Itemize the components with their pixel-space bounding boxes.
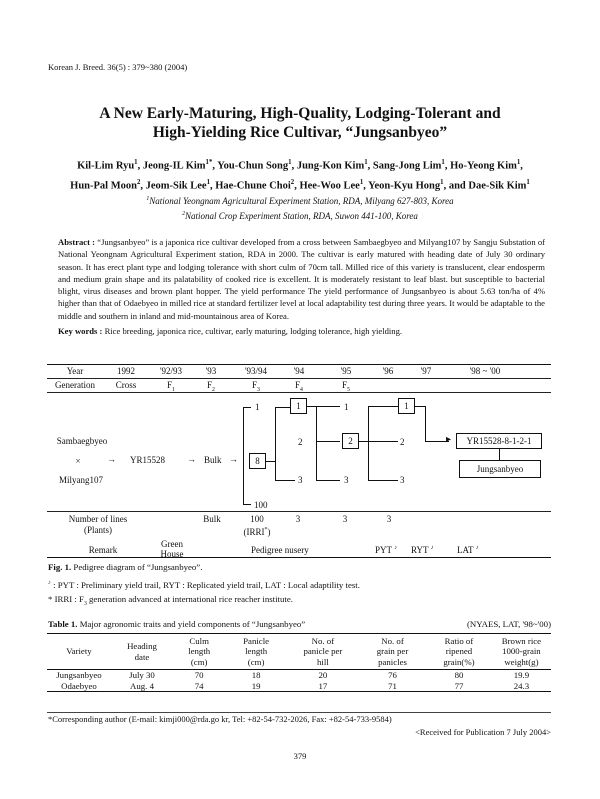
f4-bracket-bottom: [275, 480, 295, 481]
year-cell: '96: [382, 366, 394, 376]
arrow-icon: →: [107, 454, 116, 464]
table-header-cell: Brown rice 1000-grain weight(g): [501, 635, 542, 667]
author-affiliation-mark: 1: [206, 178, 210, 186]
generation-cell: $F_4$: [295, 380, 303, 393]
parent-sambaegbyeo: Sambaegbyeo: [56, 436, 108, 446]
f5-to-f6-connector: [359, 441, 368, 442]
f3-to-f4-connector: [266, 461, 275, 462]
figure-note-trials: ♪ : PYT : Preliminary yield trail, RYT : Replicated yield trail, LAT : Local adaptility test.: [48, 580, 360, 590]
f4-bracket-line: [275, 407, 276, 480]
f5-bracket-bottom: [316, 480, 340, 481]
f6-line-3: 3: [400, 475, 405, 485]
f4-bracket-top: [275, 407, 290, 408]
diagram-bottom-rule: [47, 511, 551, 512]
f3-line-last: 100: [254, 500, 268, 510]
traits-table: [47, 633, 551, 692]
f3-line-first: 1: [255, 402, 260, 412]
year-cell: 1992: [117, 366, 135, 376]
year-cell: '97: [420, 366, 432, 376]
arrow-icon: →: [187, 454, 196, 464]
remark-greenhouse: Green House: [160, 539, 184, 559]
abstract: [58, 236, 545, 322]
abstract-label: Abstract :: [58, 237, 96, 247]
affiliation-2: $^2$National Crop Experiment Station, RDA, Suwon 441-100, Korea: [182, 211, 418, 221]
bulk-label: Bulk: [204, 455, 222, 465]
table-header-cell: Culm length (cm): [188, 635, 211, 667]
author-list: Kil-Lim Ryu$^1$, Jeong-IL Kim$^{1*}$, You-Chun Song$^1$, Jung-Kon Kim$^1$, Sang-Jong Lim$^1$, Ho-Yeong Kim$^1$, Hun-Pal Moon$^2$, Jeom-Sik Lee$^1$, Hae-Chune Choi$^2$, Hee-Woo Lee$^1$, Yeon-Kyu Hong$^1$, and Dae-Sik Kim$^1$: [70, 159, 530, 191]
f6-bracket-line: [368, 406, 369, 480]
f5-line-3: 3: [344, 475, 349, 485]
author-name: Hae-Chune Choi: [215, 180, 291, 191]
author-name: Jung-Kon Kim: [296, 160, 365, 172]
f5-line-1: 1: [344, 402, 349, 412]
author-affiliation-mark: 1: [364, 159, 368, 166]
remark-ryt: RYT ♪: [411, 545, 434, 555]
paper-title: [40, 104, 560, 142]
year-cell: '93: [205, 366, 217, 376]
table-header-row: [47, 634, 551, 670]
author-name: Kil-Lim Ryu: [77, 160, 135, 172]
table-cell: 71: [388, 680, 397, 691]
remark-pedigree-nursery: Pedigree nusery: [251, 545, 309, 555]
author-name: You-Chun Song: [217, 160, 289, 172]
f5-bracket-line: [316, 406, 317, 480]
table-title: Major agronomic traits and yield components of “Jungsanbyeo”: [79, 619, 306, 629]
table-row: [47, 670, 551, 681]
f6-bracket-top: [368, 406, 398, 407]
f6-selected-box: 1: [398, 398, 415, 414]
keywords: [58, 326, 545, 336]
f5-bracket-middle: [316, 441, 340, 442]
f6-bracket-middle: [368, 441, 398, 442]
author-affiliation-mark: 1: [441, 159, 445, 166]
f6-bracket-bottom: [368, 480, 398, 481]
table-cell: 76: [388, 670, 397, 680]
table-cell: 77: [454, 680, 464, 691]
number-f4: 3: [295, 514, 301, 524]
table-row: [47, 681, 551, 692]
author-name: Jeom-Sik Lee: [145, 180, 207, 191]
author-name: Jeong-IL Kim: [142, 160, 206, 172]
cross-symbol: ×: [75, 456, 81, 466]
generation-cell: $F_5$: [342, 380, 350, 393]
author-name: Hun-Pal Moon: [70, 180, 137, 191]
table-cell: July 30: [129, 670, 155, 680]
f6-line-2: 2: [400, 437, 405, 447]
author-name: Ho-Yeong Kim: [450, 160, 517, 172]
number-f5: 3: [342, 514, 348, 524]
number-f6: 3: [386, 514, 392, 524]
figure-note-irri: * IRRI : $F_3$ generation advanced at international rice reacher institute.: [48, 594, 293, 607]
title-line-1: A New Early-Maturing, High-Quality, Lodging-Tolerant and: [99, 105, 501, 122]
cross-name: YR15528: [130, 455, 166, 465]
table-cell: Aug. 4: [130, 680, 154, 691]
table-cell: 17: [318, 680, 328, 691]
cultivar-box: Jungsanbyeo: [459, 460, 541, 478]
author-name: Yeon-Kyu Hong: [368, 180, 441, 191]
author-name: Dae-Sik Kim: [468, 180, 527, 191]
author-affiliation-mark: 1: [134, 159, 138, 166]
year-cell: '92/93: [159, 366, 183, 376]
table-header-cell: Heading date: [127, 641, 157, 662]
author-affiliation-mark: 2: [136, 178, 141, 186]
f3-bracket-top: [243, 407, 251, 408]
affiliations: [40, 193, 560, 223]
abstract-text: “Jungsanbyeo” is a japonica rice cultivar developed from a cross between Sambaegbyeo and Milyang107 by Sangju Substation of National Yeongnam Agricultural Experiment station, RDA in 2000. The cultivar is early matured with heading date of July 30 ordinary season. It has erect plant type and lodging tolerance with short culm of 70cm tall. Milled rice of this variety is translucent, clear endosperm and medium grain shape and its palatability of cooked rice is excellent. It is moderately resistant to leaf blast. but susceptible to bacterial blight, virus diseases and brown plant hopper. The yield performance The yield performance of Jungsanbyeo is about 5.63 ton/ha of 4% higher than that of Odaebyeo in milled rice at standard fertilizer level at local adaptability test during three years. It would be adaptable to the middle and southern in inland and mid-mountainous area of Korea.: [58, 237, 545, 321]
breeding-line-box: YR15528-8-1-2-1: [456, 433, 542, 449]
author-affiliation-mark: 1: [516, 159, 521, 166]
year-cell: '94: [293, 366, 305, 376]
table-cell: Odaebyeo: [61, 680, 97, 691]
footer-rule: [47, 712, 551, 713]
table-cell: 19: [251, 680, 261, 691]
year-cell: '98 ~ '00: [469, 366, 501, 376]
generation-cell: $F_3$: [252, 380, 260, 393]
keywords-label: Key words :: [58, 326, 103, 336]
table-cell: 24.3: [513, 680, 530, 691]
received-date: <Received for Publication 7 July 2004>: [415, 727, 551, 737]
author-affiliation-mark: 1: [359, 178, 364, 186]
number-f3: 100 (IRRI*): [243, 514, 271, 537]
table-cell: 74: [194, 680, 204, 691]
title-line-2: High-Yielding Rice Cultivar, “Jungsanbyeo”: [152, 124, 448, 141]
figure-bottom-rule: [47, 557, 551, 558]
table-cell: 18: [251, 670, 261, 680]
f5-bracket-top: [316, 406, 340, 407]
remark-pyt: PYT ♪: [375, 545, 398, 555]
table-cell: 80: [454, 670, 464, 680]
affiliation-1: $^1$National Yeongnam Agricultural Experiment Station, RDA, Milyang 627-803, Korea: [146, 196, 454, 206]
figure-caption: [48, 562, 202, 572]
f3-selected-box: 8: [249, 453, 266, 469]
year-row-rule: [47, 378, 551, 379]
line-drop: [425, 406, 426, 441]
author-affiliation-mark: 1: [526, 178, 530, 186]
arrow-icon: →: [229, 454, 238, 464]
author-affiliation-mark: 1: [440, 178, 444, 186]
table-header-cell: Panicle length (cm): [243, 635, 270, 667]
corresponding-author: *Corresponding author (E-mail: kimji000@rda.go kr, Tel: +82-54-732-2026, Fax: +82-54-733-9584): [48, 714, 392, 724]
table-label: Table 1.: [48, 619, 78, 629]
year-cell: '93/94: [244, 366, 268, 376]
table-cell: 70: [194, 670, 204, 680]
author-affiliation-mark: 2: [290, 178, 295, 186]
remark-label: Remark: [88, 545, 118, 555]
line-to-cultivar-connector: [499, 449, 500, 460]
table-header-cell: Ratio of ripened grain(%): [443, 635, 475, 667]
author-affiliation-mark: 1*: [205, 159, 213, 166]
number-bulk: Bulk: [203, 514, 221, 524]
table-cell: Jungsanbyeo: [56, 670, 102, 680]
journal-reference: Korean J. Breed. 36(5) : 379~380 (2004): [48, 62, 188, 72]
page-number: 379: [293, 751, 307, 761]
parent-milyang107: Milyang107: [59, 475, 103, 485]
f3-bracket-bottom: [243, 504, 251, 505]
f4-selected-box: 1: [290, 398, 307, 414]
table-cell: 20: [318, 670, 328, 680]
table-source: (NYAES, LAT, '98~'00): [467, 619, 551, 629]
table-cell: 19.9: [513, 670, 530, 680]
author-name: Sang-Jong Lim: [372, 160, 442, 172]
generation-cell: $F_2$: [207, 380, 215, 393]
generation-cell: $F_1$: [167, 380, 175, 393]
f3-bracket-line: [243, 407, 244, 504]
f4-to-f5-connector: [307, 406, 316, 407]
keywords-text: Rice breeding, japonica rice, cultivar, early maturing, lodging tolerance, high yielding.: [104, 326, 403, 336]
year-label: Year: [66, 366, 84, 376]
table-header-cell: No. of panicle per hill: [303, 635, 343, 667]
generation-label: Generation: [55, 380, 95, 390]
arrowhead-icon: ▸: [446, 434, 452, 445]
figure-top-rule: [47, 364, 551, 365]
f4-line-2: 2: [298, 437, 303, 447]
table-header-cell: No. of grain per panicles: [376, 635, 409, 667]
author-name: Hee-Woo Lee: [299, 180, 360, 191]
f6-to-line-connector: [415, 406, 425, 407]
f4-line-3: 3: [298, 475, 303, 485]
author-affiliation-mark: 1: [288, 159, 292, 166]
f5-selected-box: 2: [342, 433, 359, 449]
figure-caption-text: Pedigree diagram of “Jungsanbyeo”.: [73, 562, 203, 572]
remark-lat: LAT ♪: [457, 545, 479, 555]
table-caption: [48, 619, 305, 629]
number-of-lines-label: Number of lines (Plants): [68, 514, 128, 535]
table-header-cell: Variety: [66, 646, 92, 657]
figure-label: Fig. 1.: [48, 562, 72, 572]
year-cell: '95: [340, 366, 352, 376]
generation-cell: Cross: [115, 380, 137, 390]
